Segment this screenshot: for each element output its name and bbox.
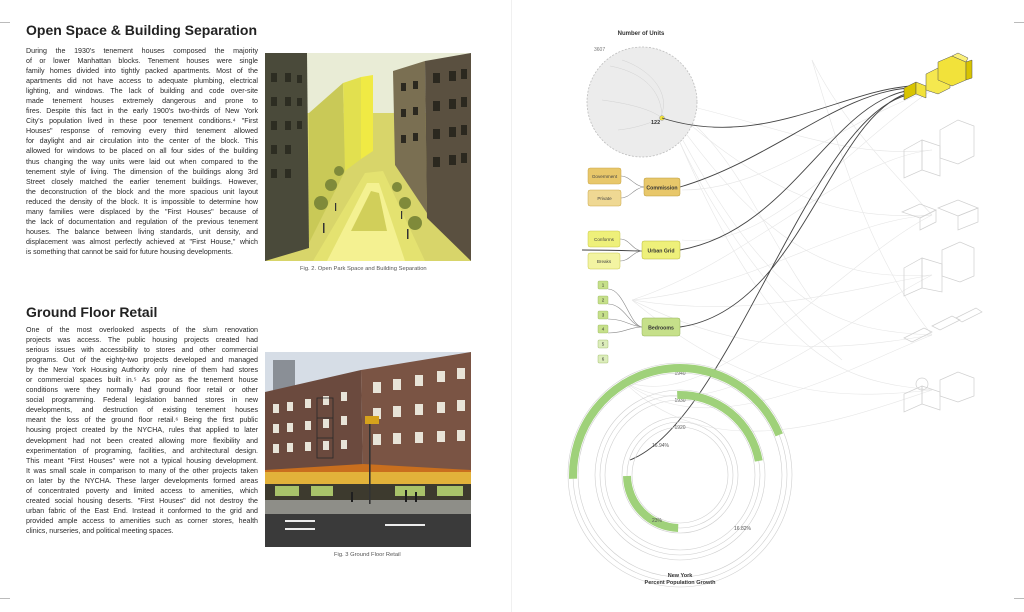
photo-ground-floor-retail xyxy=(265,352,471,547)
growth-value-label: 16.82% xyxy=(734,526,751,532)
paragraph-line: family homes divided into tightly packed apartments. Most of the xyxy=(26,67,258,76)
units-max-circle xyxy=(587,47,697,157)
section-title-ground-floor-retail: Ground Floor Retail xyxy=(26,304,158,320)
paragraph-line: allowed for windows to be placed on all four sides of the building xyxy=(26,147,258,156)
paragraph-line: meant the loss of the ground floor retail.⁶ Being the first public xyxy=(26,416,258,425)
paragraph-line: conditions were they normally had ground floor retail or other xyxy=(26,386,258,395)
urban-grid-option-label: Breaks xyxy=(596,259,612,264)
paragraph-line: lighting, and windows. The lack of building and code over-site xyxy=(26,87,258,96)
data-diagram xyxy=(512,0,1024,612)
bedroom-option-label: 3 xyxy=(601,312,605,318)
units-max-label: 3607 xyxy=(594,47,606,53)
paragraph-line: thus changing the way units were laid out when compared to the xyxy=(26,157,258,166)
building-option-selected xyxy=(904,53,972,100)
park-photo-illustration xyxy=(265,53,471,261)
paragraph-line: One of the most overlooked aspects of the slum renovation xyxy=(26,326,258,334)
growth-decade-label: 1920 xyxy=(674,425,686,431)
growth-decade-label: 1930 xyxy=(674,398,686,404)
retail-photo-illustration xyxy=(265,352,471,547)
paragraph-line: development had not been created allowing more flexibility and xyxy=(26,436,258,445)
growth-decade-label: 1940 xyxy=(674,371,686,377)
paragraph-line: for daylight and air circulation into the center of the block. This xyxy=(26,137,258,146)
crop-mark xyxy=(0,22,10,23)
growth-title-line2: Percent Population Growth xyxy=(644,580,716,586)
paragraph-line: by the New York Housing Authority only nine of them had stores xyxy=(26,366,258,375)
paragraph-line: During the 1930's tenement houses composed the majority xyxy=(26,47,258,55)
paragraph-line: Houses" response of removing every third tenement allowed xyxy=(26,127,258,136)
figure-caption-2: Fig. 2. Open Park Space and Building Separation xyxy=(300,266,427,272)
paragraph-line: serious issues with accessibility to stores and other commercial xyxy=(26,346,258,355)
paragraph-line: the lack of documentation and regulation of the previous tenement xyxy=(26,217,258,226)
paragraph-line: tenement style of living. The dimension of the buildings along 3rd xyxy=(26,167,258,176)
bedroom-option-label: 2 xyxy=(601,297,605,303)
bedrooms-group xyxy=(598,281,680,363)
body-paragraph-open-space xyxy=(26,46,258,257)
growth-title-line1: New York xyxy=(667,573,693,579)
building-options-wireframes xyxy=(902,120,982,412)
paragraph-line: houses. The balance between living standards, unit density, and xyxy=(26,227,258,236)
paragraph-line: the deconstruction of the block and the more spacious unit layout xyxy=(26,187,258,196)
paragraph-line: many families were displaced by the "First Houses" because of xyxy=(26,207,258,216)
paragraph-line: or commercial spaces built in.⁵ As poor as the tenement house xyxy=(26,376,258,385)
paragraph-line: urban fabric of the East End. Instead it conformed to the grid and xyxy=(26,506,258,515)
paragraph-line: of or lower Manhattan blocks. Tenement houses were single xyxy=(26,57,258,66)
urban-grid-node-label: Urban Grid xyxy=(647,248,675,255)
paragraph-line: programs. Out of the eighty-two projects developed and managed xyxy=(26,356,258,365)
paragraph-line: clinics, nurseries, and political meeting spaces. xyxy=(26,526,174,535)
paragraph-line: of concentrated poverty and limited access to amenities, which xyxy=(26,486,258,495)
growth-value-label: 16.94% xyxy=(652,443,669,449)
paragraph-line: Street closely matched the earlier tenement buildings. However, xyxy=(26,177,258,186)
growth-ring xyxy=(595,390,765,560)
paragraph-line: fires. Despite this fact in the early 1900's two-thirds of New York xyxy=(26,107,258,116)
growth-ring xyxy=(632,427,728,523)
paragraph-line: This meant "First Houses" were not a typical housing development. xyxy=(26,456,258,465)
units-value-label: 122 xyxy=(651,120,661,126)
growth-ring xyxy=(622,417,738,533)
population-growth-chart xyxy=(568,363,792,587)
commission-node-label: Commission xyxy=(646,185,678,192)
paragraph-line: developments, and destruction of existing tenement houses xyxy=(26,406,258,415)
paragraph-line: apartments did not have access to adequate plumbing, electrical xyxy=(26,77,258,86)
paragraph-line: City's population lived in these poor tenement conditions.⁴ "First xyxy=(26,117,258,126)
bedroom-option-label: 1 xyxy=(601,282,605,288)
paragraph-line: is something that cannot be said for future housing developments. xyxy=(26,247,234,256)
photo-open-park-space xyxy=(265,53,471,261)
paragraph-line: created social housing deserts. "First Houses" did not destroy the xyxy=(26,496,258,505)
bedroom-option-label: 5 xyxy=(601,341,605,347)
growth-ring xyxy=(605,400,755,550)
paragraph-line: It was small scale in comparison to many of the other projects taken xyxy=(26,466,258,475)
growth-value-label: 23% xyxy=(652,518,663,524)
paragraph-line: made tenement houses extremely dangerous and prone to xyxy=(26,97,258,106)
paragraph-line: on later by the NYCHA. These larger developments formed areas xyxy=(26,476,258,485)
paragraph-line: housing project created by the NYCHA, rules that applied to later xyxy=(26,426,258,435)
bedrooms-node-label: Bedrooms xyxy=(648,325,674,332)
paragraph-line: reduced the density of the block. It is impossible to determine how xyxy=(26,197,258,206)
figure-caption-3: Fig. 3 Ground Floor Retail xyxy=(334,552,401,558)
bedroom-option-label: 6 xyxy=(601,356,605,362)
body-paragraph-ground-floor-retail xyxy=(26,325,258,536)
bedroom-option-label: 4 xyxy=(601,326,605,332)
paragraph-line: displacement was almost perfectly achieved at "First House," which xyxy=(26,237,258,246)
section-title-open-space: Open Space & Building Separation xyxy=(26,22,258,38)
crop-mark xyxy=(0,598,10,599)
commission-option-label: Government xyxy=(591,174,618,179)
urban-grid-option-label: Conforms xyxy=(594,237,614,242)
paragraph-line: projects was access. The public housing projects created had xyxy=(26,336,258,345)
commission-group xyxy=(588,168,680,206)
right-page xyxy=(512,0,1024,612)
units-title: Number of Units xyxy=(617,31,665,37)
paragraph-line: provided ample access to amenities such as corner stores, health xyxy=(26,516,258,525)
paragraph-line: experimentation of programing, facilities, and architectural design. xyxy=(26,446,258,455)
paragraph-line: social programming. Federal legislation banned stores in new xyxy=(26,396,258,405)
commission-option-label: Private xyxy=(597,196,612,201)
